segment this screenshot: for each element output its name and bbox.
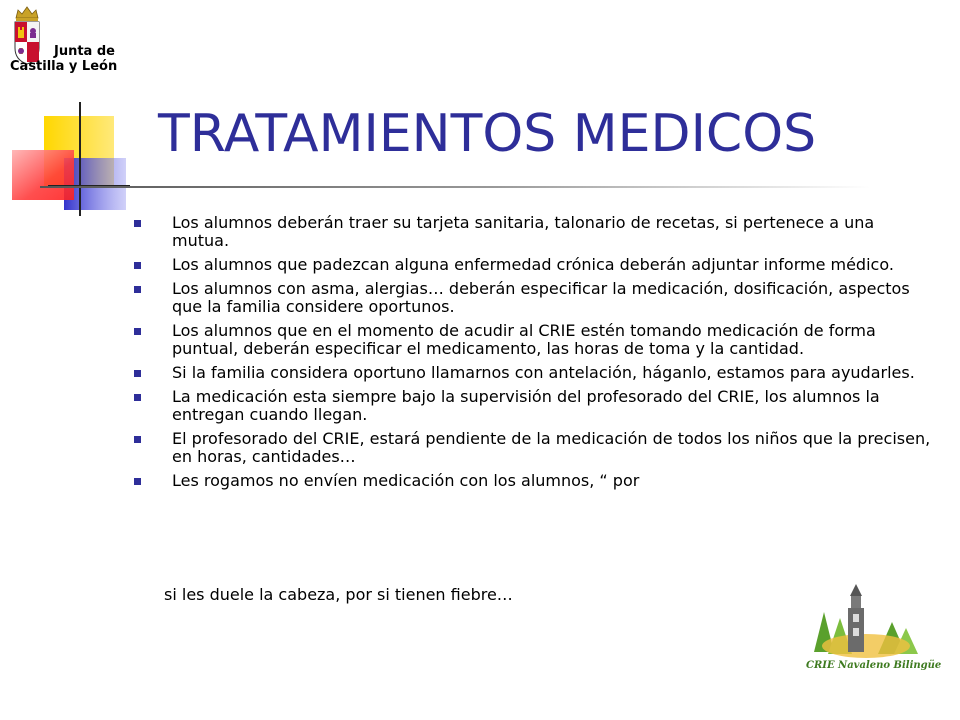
logo-line-2: Castilla y León xyxy=(10,59,118,74)
bullet-square-icon xyxy=(134,478,141,485)
logo-line-1: Junta de xyxy=(54,44,115,59)
list-item xyxy=(134,388,934,424)
bullet-text: El profesorado del CRIE, estará pendiente de la medicación de todos los niños que la precisen, en horas, cantidades… xyxy=(172,429,931,466)
bullet-square-icon xyxy=(134,436,141,443)
bullet-text: Los alumnos que padezcan alguna enfermedad crónica deberán adjuntar informe médico. xyxy=(172,255,894,274)
bullet-list xyxy=(134,214,934,496)
bullet-text: Les rogamos no envíen medicación con los alumnos, “ por xyxy=(172,471,640,490)
list-item xyxy=(134,364,934,382)
bullet-text: La medicación esta siempre bajo la supervisión del profesorado del CRIE, los alumnos la entregan cuando llegan. xyxy=(172,387,880,424)
list-item xyxy=(134,472,934,490)
bullet-square-icon xyxy=(134,328,141,335)
crie-tower-icon xyxy=(800,582,930,662)
bullet-text: Los alumnos con asma, alergias… deberán especificar la medicación, dosificación, aspectos que la familia considere oportunos. xyxy=(172,279,910,316)
bullet-square-icon xyxy=(134,286,141,293)
list-item xyxy=(134,280,934,316)
crie-logo xyxy=(800,582,942,682)
bullet-text: Los alumnos que en el momento de acudir al CRIE estén tomando medicación de forma puntual, deberán especificar el medicamento, las horas de toma y la cantidad. xyxy=(172,321,876,358)
bullet-square-icon xyxy=(134,220,141,227)
bullet-square-icon xyxy=(134,262,141,269)
continuation-text: si les duele la cabeza, por si tienen fiebre… xyxy=(164,585,513,604)
page-title: TRATAMIENTOS MEDICOS xyxy=(158,104,817,164)
list-item xyxy=(134,430,934,466)
bullet-square-icon xyxy=(134,370,141,377)
title-divider xyxy=(40,186,870,188)
decorative-squares xyxy=(0,0,140,230)
red-square xyxy=(12,150,74,200)
list-item xyxy=(134,322,934,358)
list-item xyxy=(134,256,934,274)
crie-logo-text: CRIE Navaleno Bilingüe xyxy=(806,660,942,671)
bullet-square-icon xyxy=(134,394,141,401)
bullet-text: Los alumnos deberán traer su tarjeta sanitaria, talonario de recetas, si pertenece a una mutua. xyxy=(172,213,875,250)
bullet-text: Si la familia considera oportuno llamarnos con antelación, háganlo, estamos para ayudarles. xyxy=(172,363,915,382)
list-item xyxy=(134,214,934,250)
